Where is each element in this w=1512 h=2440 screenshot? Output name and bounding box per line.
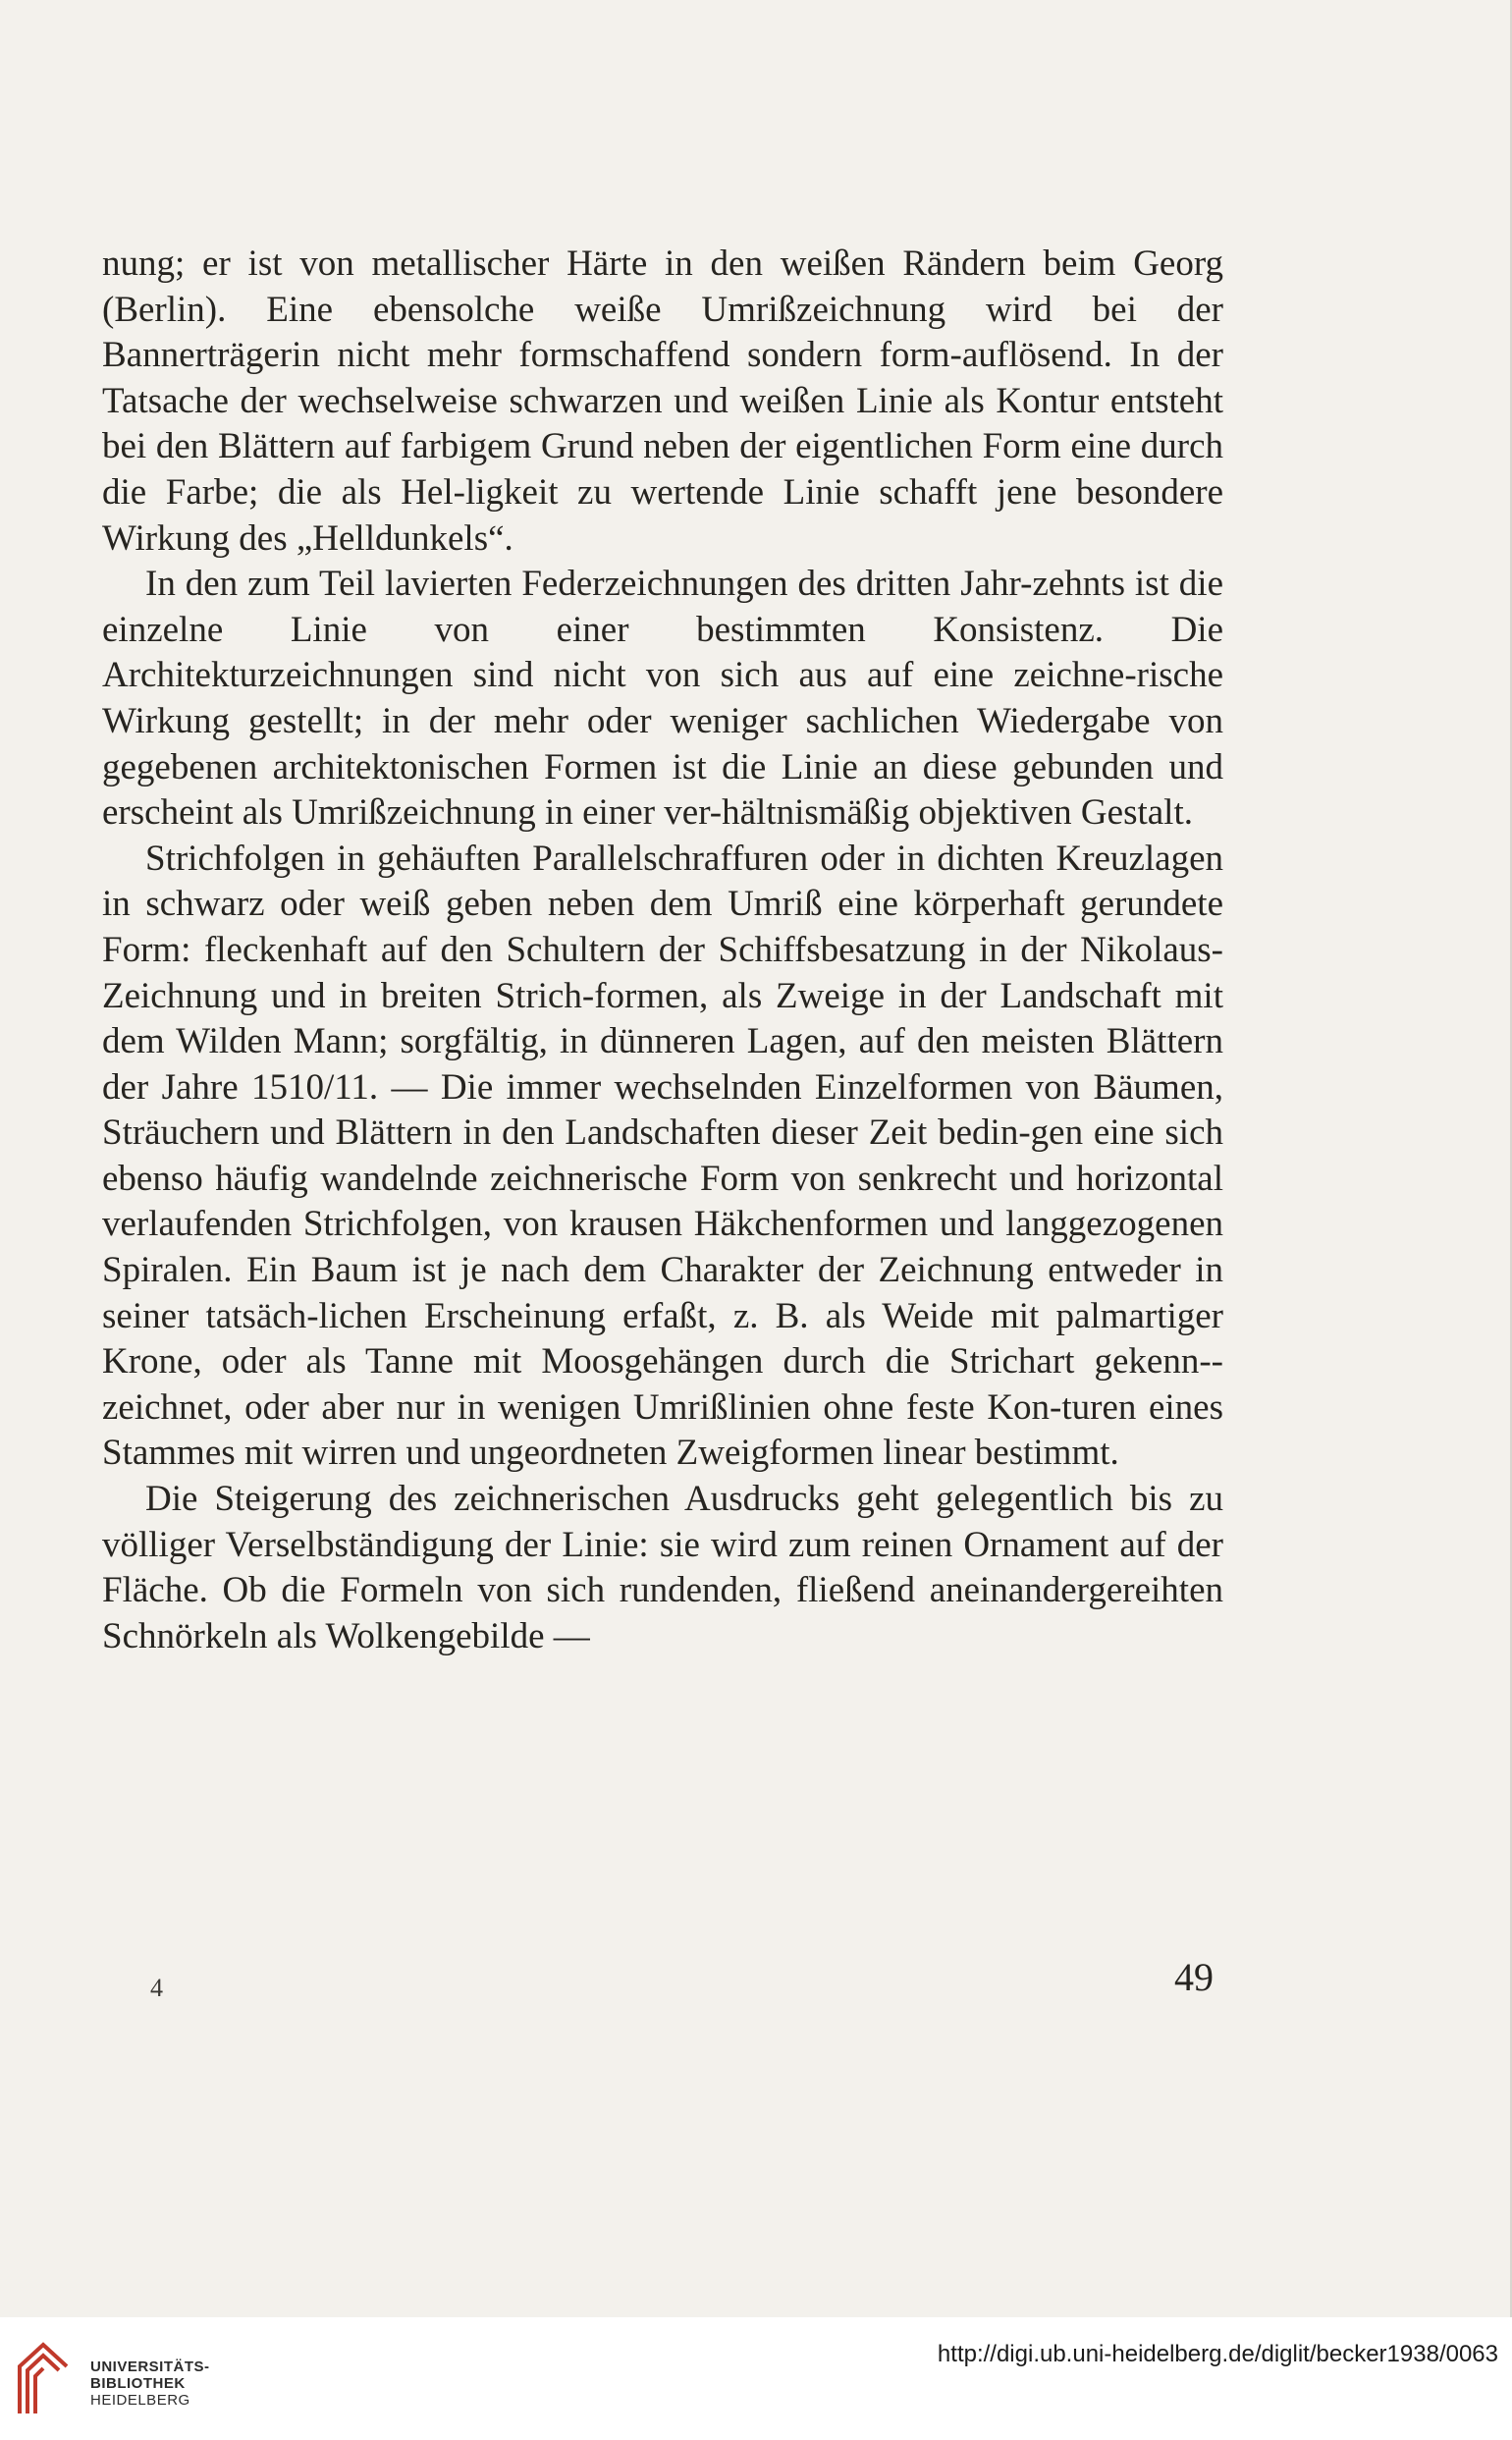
paragraph-2: In den zum Teil lavierten Federzeichnungen des dritten Jahr-zehnts ist die einzelne Linie von einer bestimmten Konsistenz. Die Architekturzeichnungen sind nicht von sich aus auf eine zeichne-rische Wirkung gestellt; in der mehr oder weniger sachlichen Wiedergabe von gegebenen architektonischen Formen ist die Linie an diese gebunden und erscheint als Umrißzeichnung in einer ver-hältnismäßig objektiven Gestalt. — [102, 564, 1223, 834]
paragraph-3: Strichfolgen in gehäuften Parallelschraffuren oder in dichten Kreuzlagen in schwarz oder weiß geben neben dem Umriß eine körperhaft gerundete Form: fleckenhaft auf den Schultern der Schiffsbesatzung in der Nikolaus-Zeichnung und in breiten Strich-formen, als Zweige in der Landschaft mit dem Wilden Mann; sorgfältig, in dünneren Lagen, auf den meisten Blättern der Jahre 1510/11. — Die immer wechselnden Einzelformen von Bäumen, Sträuchern und Blättern in den Landschaften dieser Zeit bedin-gen eine sich ebenso häufig wandelnde zeichnerische Form von senkrecht und horizontal verlaufenden Strichfolgen, von krausen Häkchenformen und langgezogenen Spiralen. Ein Baum ist je nach dem Charakter der Zeichnung entweder in seiner tatsäch-lichen Erscheinung erfaßt, z. B. als Weide mit palmartiger Krone, oder als Tanne mit Moosgehängen durch die Strichart gekenn-zeichnet, oder aber nur in wenigen Umrißlinien ohne feste Kon-turen eines Stammes mit wirren und ungeordneten Zweigformen linear bestimmt. — [102, 838, 1223, 1474]
paragraph-1: nung; er ist von metallischer Härte in den weißen Rändern beim Georg (Berlin). Eine ebensolche weiße Umrißzeichnung wird bei der Bannerträgerin nicht mehr formschaffend sondern form-auflösend. In der Tatsache der wechselweise schwarzen und weißen Linie als Kontur entsteht bei den Blättern auf farbigem Grund neben der eigentlichen Form eine durch die Farbe; die als Hel-ligkeit zu wertende Linie schafft jene besondere Wirkung des „Helldunkels“. — [102, 244, 1223, 559]
page-number: 49 — [1174, 1955, 1214, 1999]
library-name-line1: UNIVERSITÄTS- — [90, 2359, 210, 2375]
paragraph-4: Die Steigerung des zeichnerischen Ausdrucks geht gelegentlich bis zu völliger Verselbständigung der Linie: sie wird zum reinen Ornament auf der Fläche. Ob die Formeln von sich rundenden, fließend aneinandergereihten Schnörkeln als Wolkengebilde — — [102, 1479, 1223, 1656]
library-name-line3: HEIDELBERG — [90, 2392, 190, 2409]
signature-mark: 4 — [150, 1974, 163, 2002]
digitization-footer — [0, 2317, 1512, 2440]
source-url-link[interactable]: http://digi.ub.uni-heidelberg.de/diglit/becker1938/0063 — [937, 2341, 1498, 2367]
library-name — [90, 2359, 210, 2409]
library-name-line2: BIBLIOTHEK — [90, 2375, 186, 2392]
body-text — [102, 242, 1223, 1659]
library-logo-icon — [14, 2337, 73, 2419]
